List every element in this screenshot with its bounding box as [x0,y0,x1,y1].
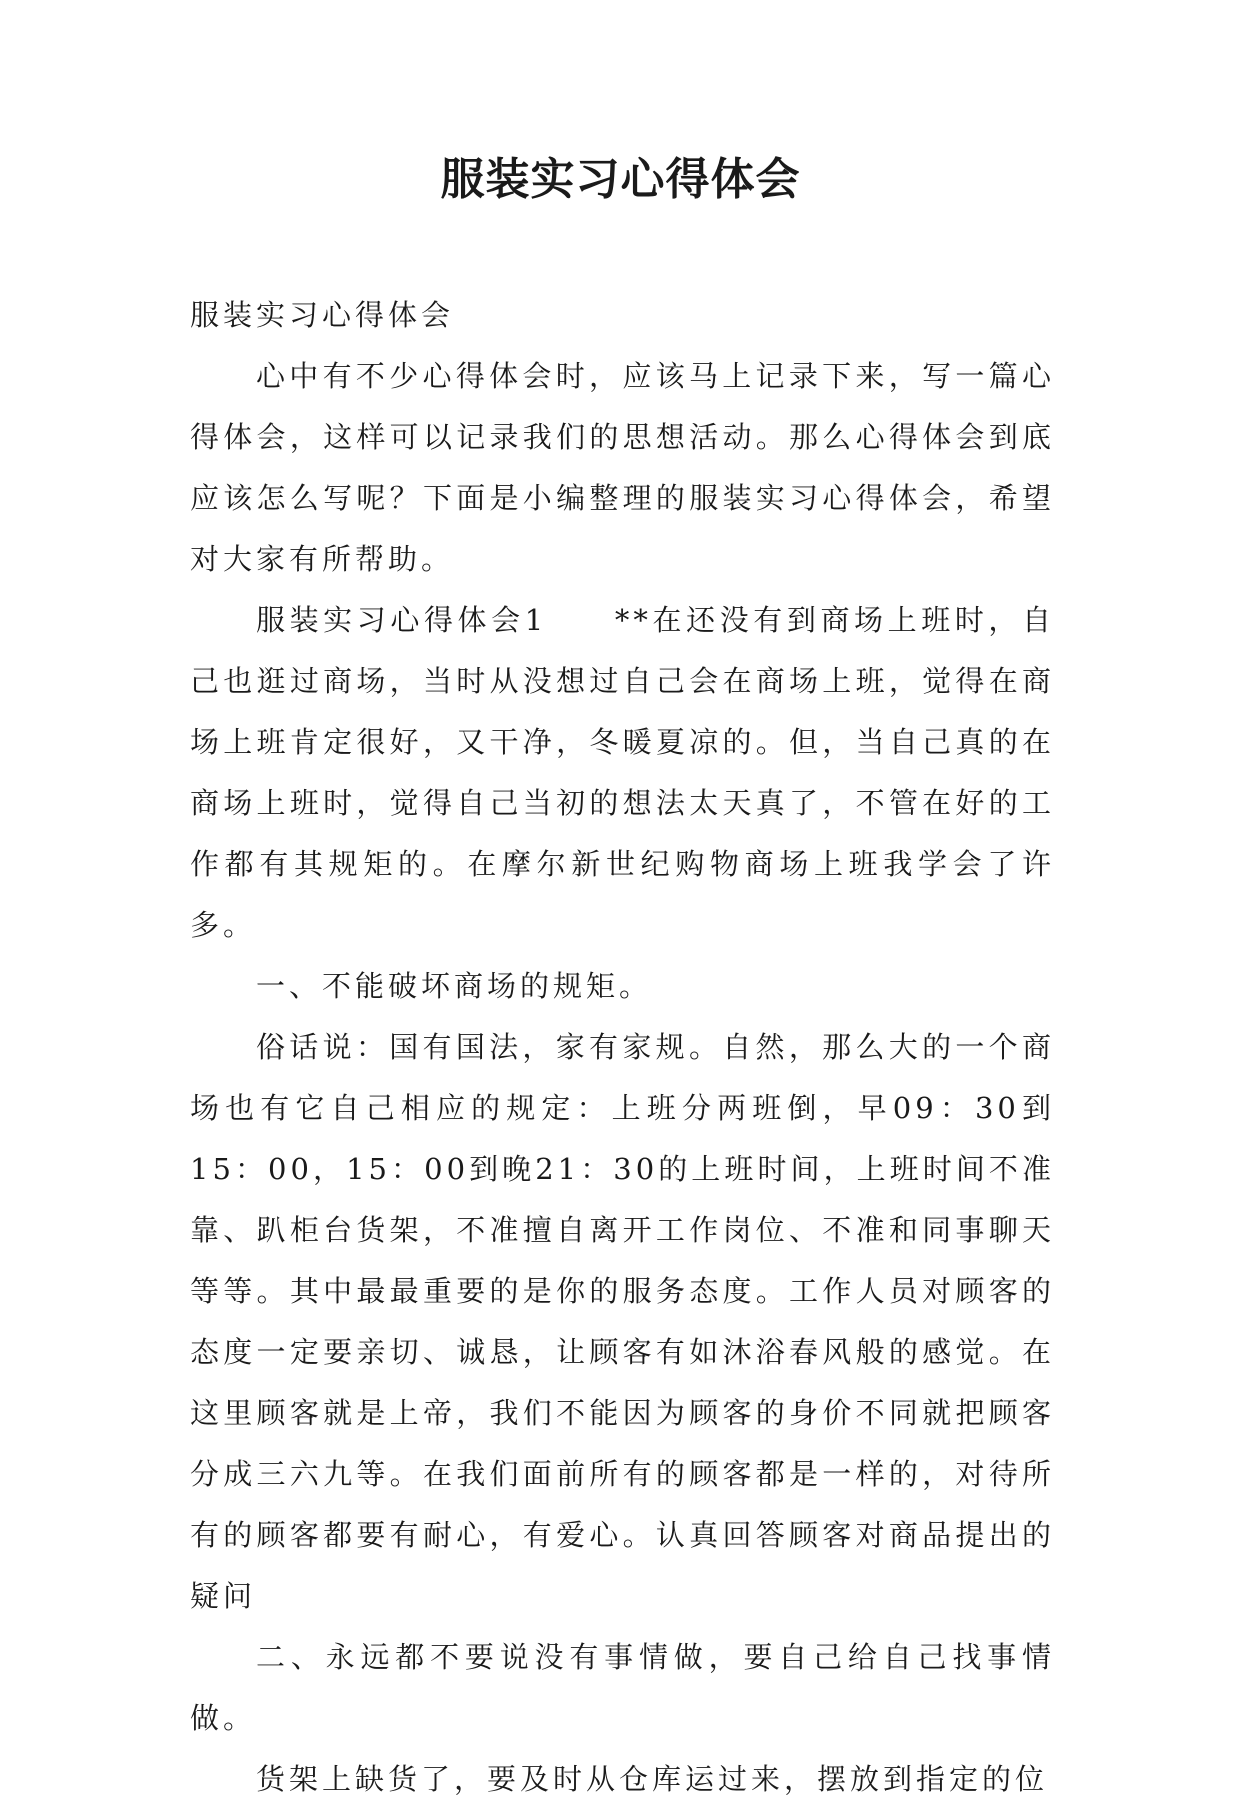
section-heading: 一、不能破坏商场的规矩。 [256,969,653,1003]
paragraph: 服装实习心得体会1 **在还没有到商场上班时，自己也逛过商场，当时从没想过自己会在商场上班，觉得在商场上班肯定很好，又干净，冬暖夏凉的。但，当自己真的在商场上班时，觉得自己当初的想法太天真了，不管在好的工作都有其规矩的。在摩尔新世纪购物商场上班我学会了许多。 [190,603,1055,942]
document-body [190,285,1055,1810]
document-title: 服装实习心得体会 [440,154,801,205]
paragraph: 货架上缺货了，要及时从仓库运过来，摆放到指定的位 [256,1762,1049,1796]
paragraph: 心中有不少心得体会时，应该马上记录下来，写一篇心得体会，这样可以记录我们的思想活动。那么心得体会到底应该怎么写呢？下面是小编整理的服装实习心得体会，希望对大家有所帮助。 [190,359,1055,576]
paragraph-subtitle: 服装实习心得体会 [190,298,455,332]
section-heading: 二、永远都不要说没有事情做，要自己给自己找事情做。 [190,1640,1055,1735]
paragraph: 俗话说：国有国法，家有家规。自然，那么大的一个商场也有它自己相应的规定：上班分两班倒，早09：30到15：00，15：00到晚21：30的上班时间，上班时间不准靠、趴柜台货架，不准擅自离开工作岗位、不准和同事聊天等等。其中最最重要的是你的服务态度。工作人员对顾客的态度一定要亲切、诚恳，让顾客有如沐浴春风般的感觉。在这里顾客就是上帝，我们不能因为顾客的身价不同就把顾客分成三六九等。在我们面前所有的顾客都是一样的，对待所有的顾客都要有耐心，有爱心。认真回答顾客对商品提出的疑问 [190,1030,1055,1613]
